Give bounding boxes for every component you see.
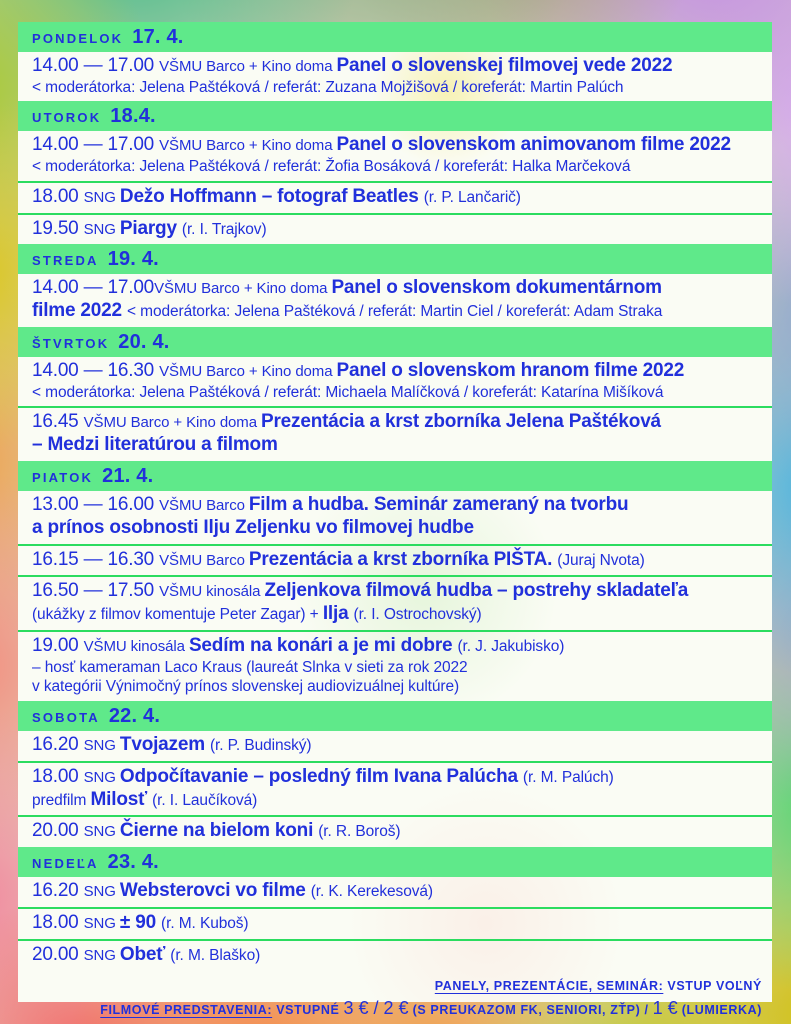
event-text-title: a prínos osobnosti Ilju Zeljenku vo filmovej hudbe: [32, 516, 474, 538]
event-text-time: 20.00: [32, 820, 84, 842]
day-name-label: PONDELOK: [32, 31, 124, 46]
event-text-title: Zeljenkova filmová hudba – postrehy skladateľa: [264, 580, 689, 602]
day-date-label: 23. 4.: [107, 851, 159, 874]
event-text-time: 16.20: [32, 880, 84, 902]
event-text-time: 18.00: [32, 765, 84, 787]
event-text-title: Piargy: [119, 217, 182, 239]
event-text-venue: VŠMU kinosála: [159, 583, 265, 601]
event-line: [32, 360, 760, 383]
event-text-plain: (r. R. Boroš): [318, 823, 401, 841]
event-row: [18, 274, 772, 327]
event-row: [18, 877, 772, 907]
day-section: [18, 244, 772, 327]
event-text-time: 14.00 — 17.00: [32, 134, 160, 156]
event-text-venue: SNG: [83, 220, 120, 238]
event-text-title: ± 90: [119, 911, 162, 933]
event-row: [18, 357, 772, 406]
event-text-plain: – hosť kameraman Laco Kraus (laureát Slnka v sieti za rok 2022: [32, 658, 468, 676]
event-line: [32, 411, 760, 434]
event-row: [18, 575, 772, 630]
event-text-title: Sedím na konári a je mi dobre: [188, 634, 458, 656]
event-text-plain: (r. I. Ostrochovský): [353, 606, 482, 624]
event-text-venue: SNG: [83, 946, 120, 964]
event-line: [32, 277, 760, 300]
day-date-label: 22. 4.: [108, 704, 161, 727]
event-line: [32, 494, 760, 517]
event-row: [18, 131, 772, 180]
event-text-title: Websterovci vo filme: [119, 880, 311, 902]
day-section: [18, 701, 772, 847]
sections-container: [18, 22, 772, 971]
event-text-plain: < moderátorka: Jelena Paštéková / referát: Michaela Malíčková / koreferát: Katarína Mišíková: [32, 383, 664, 401]
event-text-plain: (Juraj Nvota): [557, 551, 645, 569]
event-row: [18, 815, 772, 847]
day-header: [18, 22, 772, 52]
event-text-time: 16.50 — 17.50: [32, 580, 160, 602]
event-text-venue: VŠMU Barco: [159, 551, 249, 569]
footer-text-caps: (S PREUKAZOM FK, SENIORI, ZŤP) /: [408, 1003, 653, 1018]
event-text-title: Panel o slovenskom animovanom filme 2022: [336, 134, 731, 156]
event-text-title: Odpočítavanie – posledný film Ivana Palúcha: [119, 765, 523, 787]
footer-text-big: 3 € / 2 €: [343, 998, 409, 1019]
event-text-venue: SNG: [83, 883, 120, 901]
event-line: [32, 677, 760, 697]
event-line: [32, 880, 760, 903]
event-line: [32, 434, 760, 457]
event-text-time: 14.00 — 17.00: [32, 55, 160, 76]
event-text-title: Panel o slovenskom dokumentárnom: [331, 277, 662, 299]
event-row: [18, 761, 772, 816]
event-text-plain: (ukážky z filmov komentuje Peter Zagar) +: [32, 606, 323, 624]
day-section: [18, 101, 772, 244]
event-text-plain: < moderátorka: Jelena Paštéková / referát: Martin Ciel / koreferát: Adam Straka: [126, 303, 663, 321]
event-text-title: Milosť: [90, 788, 153, 810]
event-text-venue: SNG: [83, 914, 120, 932]
event-line: [32, 944, 760, 967]
event-line: [32, 300, 760, 323]
event-text-title: Prezentácia a krst zborníka PIŠTA.: [248, 548, 558, 570]
event-text-time: 18.00: [32, 185, 84, 207]
event-text-title: Panel o slovenskej filmovej vede 2022: [336, 55, 673, 76]
day-name-label: NEDEĽA: [32, 856, 99, 872]
footer-text-label: FILMOVÉ PREDSTAVENIA:: [100, 1003, 273, 1018]
day-header: [18, 461, 772, 491]
day-name-label: ŠTVRTOK: [32, 335, 110, 351]
event-text-time: 20.00: [32, 943, 84, 965]
event-line: [32, 517, 760, 540]
day-header: [18, 847, 772, 877]
event-text-time: 14.00 — 16.30: [32, 359, 160, 381]
event-text-time: 16.15 — 16.30: [32, 548, 160, 570]
event-line: [32, 789, 760, 812]
event-row: [18, 939, 772, 971]
event-line: [32, 734, 760, 757]
event-text-venue: VŠMU Barco: [159, 496, 249, 514]
event-text-venue: VŠMU Barco + Kino doma: [159, 362, 337, 380]
day-section: [18, 461, 772, 701]
day-header: [18, 244, 772, 274]
event-row: [18, 544, 772, 576]
day-date-label: 20. 4.: [118, 330, 170, 353]
event-row: [18, 731, 772, 761]
event-text-plain: (r. M. Palúch): [522, 768, 614, 786]
event-text-time: 14.00 — 17.00: [32, 277, 155, 299]
event-text-plain: (r. J. Jakubisko): [457, 637, 565, 655]
event-text-time: 16.45: [32, 411, 84, 433]
event-text-venue: VŠMU Barco + Kino doma: [159, 58, 337, 75]
event-text-title: Film a hudba. Seminár zameraný na tvorbu: [248, 493, 629, 515]
event-line: [32, 55, 760, 78]
event-text-plain: < moderátorka: Jelena Paštéková / referát: Žofia Bosáková / koreferát: Halka Marčeková: [32, 158, 631, 176]
event-text-venue: SNG: [83, 736, 120, 754]
event-text-venue: VŠMU Barco + Kino doma: [154, 280, 332, 298]
day-header: [18, 701, 772, 731]
event-text-venue: VŠMU Barco + Kino doma: [159, 137, 337, 155]
event-text-time: 16.20: [32, 733, 84, 755]
event-text-plain: (r. K. Kerekesová): [310, 883, 433, 901]
day-section: [18, 847, 772, 970]
event-line: [32, 603, 760, 626]
event-line: [32, 186, 760, 209]
event-text-venue: SNG: [83, 768, 120, 786]
event-text-time: 19.00: [32, 634, 84, 656]
event-text-title: Obeť: [119, 943, 171, 965]
day-header: [18, 327, 772, 357]
day-date-label: 17. 4.: [132, 26, 184, 48]
day-date-label: 19. 4.: [107, 248, 159, 271]
footer: [18, 971, 772, 1029]
event-line: [32, 635, 760, 658]
day-date-label: 21. 4.: [102, 464, 154, 487]
event-text-plain: (r. M. Kuboš): [161, 914, 249, 932]
event-line: [32, 580, 760, 603]
event-text-plain: < moderátorka: Jelena Paštéková / referát: Zuzana Mojžišová / koreferát: Martin Palúch: [32, 78, 624, 96]
day-section: [18, 22, 772, 101]
event-text-venue: VŠMU kinosála: [83, 637, 189, 655]
event-text-plain: (r. P. Lančarič): [423, 188, 521, 206]
event-text-time: 18.00: [32, 911, 84, 933]
event-row: [18, 491, 772, 544]
event-text-title: Prezentácia a krst zborníka Jelena Paštéková: [261, 411, 661, 433]
event-text-venue: SNG: [83, 188, 120, 206]
event-line: [32, 766, 760, 789]
day-header: [18, 101, 772, 131]
event-text-title: Čierne na bielom koni: [119, 820, 319, 842]
day-name-label: SOBOTA: [32, 709, 100, 725]
footer-text-caps: VSTUP VOĽNÝ: [663, 978, 762, 993]
event-text-plain: (r. I. Trajkov): [181, 220, 267, 238]
day-name-label: PIATOK: [32, 469, 94, 485]
day-section: [18, 327, 772, 461]
event-row: [18, 630, 772, 701]
event-text-title: Tvojazem: [119, 733, 210, 755]
event-line: [32, 78, 760, 98]
footer-text-caps: VSTUPNÉ: [272, 1003, 344, 1018]
event-text-title: – Medzi literatúrou a filmom: [32, 434, 278, 456]
event-text-title: Ilja: [322, 603, 354, 625]
event-line: [32, 549, 760, 572]
event-row: [18, 213, 772, 245]
event-text-plain: (r. P. Budinský): [210, 736, 312, 754]
footer-line-admission-free: [32, 975, 762, 997]
event-line: [32, 218, 760, 241]
event-line: [32, 912, 760, 935]
event-text-plain: (r. M. Blaško): [170, 946, 261, 964]
event-text-title: Dežo Hoffmann – fotograf Beatles: [119, 185, 424, 207]
footer-line-ticket-prices: [32, 996, 762, 1021]
footer-text-caps: (LUMIERKA): [677, 1003, 762, 1018]
event-text-venue: VŠMU Barco + Kino doma: [83, 414, 262, 432]
event-row: [18, 907, 772, 939]
event-text-plain: (r. I. Laučíková): [152, 791, 258, 809]
event-line: [32, 157, 760, 177]
event-text-time: 19.50: [32, 217, 84, 239]
event-line: [32, 820, 760, 843]
event-row: [18, 181, 772, 213]
day-name-label: STREDA: [32, 253, 99, 269]
footer-text-label: PANELY, PREZENTÁCIE, SEMINÁR:: [434, 978, 664, 993]
event-text-plain: v kategórii Výnimočný prínos slovenskej audiovizuálnej kultúre): [32, 678, 460, 696]
program-panel: [18, 22, 772, 1019]
day-name-label: UTOROK: [32, 110, 102, 126]
event-text-time: 13.00 — 16.00: [32, 493, 160, 515]
footer-text-big: 1 €: [652, 998, 678, 1019]
event-text-title: filme 2022: [32, 300, 127, 322]
event-row: [18, 52, 772, 101]
event-text-plain: predfilm: [32, 791, 91, 809]
event-text-title: Panel o slovenskom hranom filme 2022: [336, 359, 685, 381]
event-row: [18, 406, 772, 461]
event-text-venue: SNG: [83, 823, 120, 841]
event-line: [32, 383, 760, 403]
day-date-label: 18.4.: [110, 105, 156, 128]
event-line: [32, 134, 760, 157]
event-line: [32, 658, 760, 678]
